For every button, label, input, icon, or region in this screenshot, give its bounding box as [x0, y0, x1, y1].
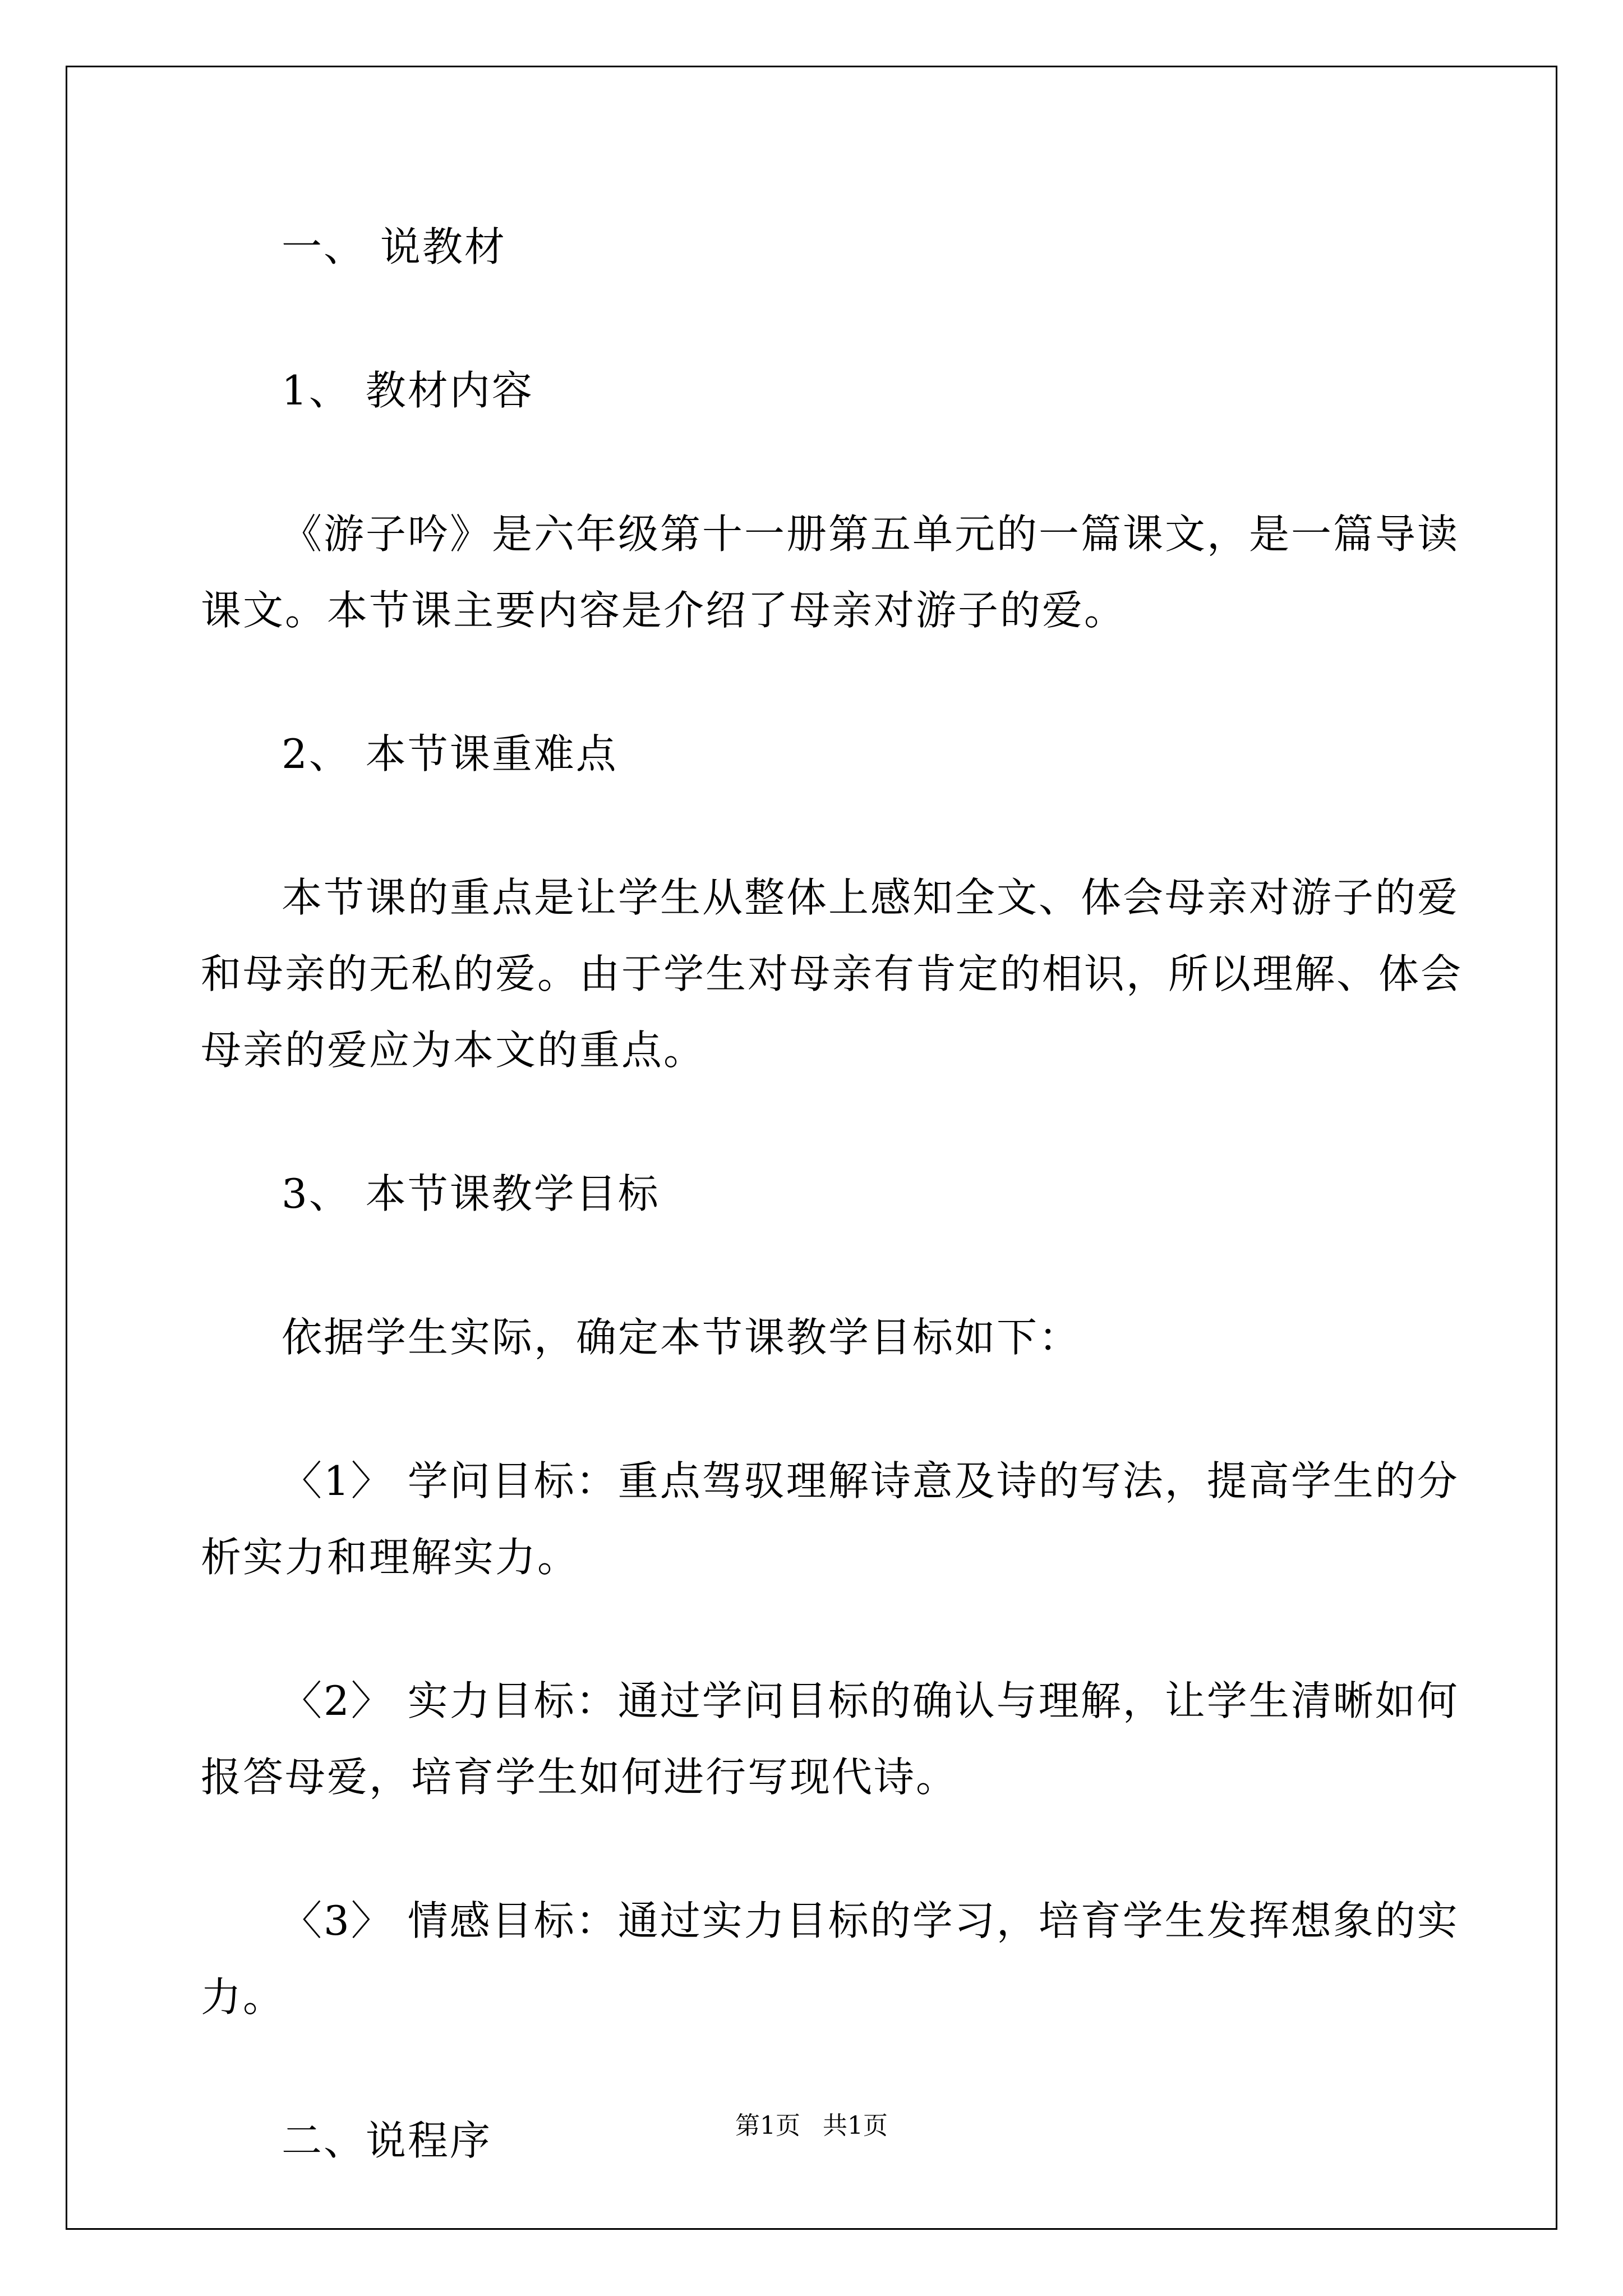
paragraph-1-line-1: 《游子吟》是六年级第十一册第五单元的一篇课文，是一篇导读 [282, 510, 1460, 558]
paragraph-1-line-2: 课文。本节课主要内容是介绍了母亲对游子的爱。 [201, 587, 1127, 634]
paragraph-2-line-1: 本节课的重点是让学生从整体上感知全文、体会母亲对游子的爱 [282, 874, 1460, 921]
subheading-2: 2、 本节课重难点 [282, 730, 618, 777]
paragraph-2-line-3: 母亲的爱应为本文的重点。 [201, 1027, 706, 1074]
subheading-3: 3、 本节课教学目标 [282, 1170, 660, 1217]
section-heading-1: 一、 说教材 [282, 223, 506, 270]
goal-1-line-2: 析实力和理解实力。 [201, 1534, 580, 1581]
goal-2-line-1: 〈2〉 实力目标：通过学问目标的确认与理解，让学生清晰如何 [282, 1677, 1459, 1724]
page-current: 第1页 [735, 2111, 800, 2140]
paragraph-2-line-2: 和母亲的无私的爱。由于学生对母亲有肯定的相识，所以理解、体会 [201, 950, 1463, 997]
goal-3-line-1: 〈3〉 情感目标：通过实力目标的学习，培育学生发挥想象的实 [282, 1897, 1459, 1944]
goal-3-line-2: 力。 [201, 1973, 285, 2021]
section-heading-2: 二、说程序 [282, 2117, 492, 2164]
goal-1-line-1: 〈1〉 学问目标：重点驾驭理解诗意及诗的写法，提高学生的分 [282, 1457, 1459, 1504]
subheading-1: 1、 教材内容 [282, 367, 534, 414]
page-total: 共1页 [823, 2111, 888, 2140]
document-body [201, 213, 1463, 2174]
paragraph-3: 依据学生实际，确定本节课教学目标如下： [282, 1314, 1081, 1361]
page-footer [0, 2109, 1623, 2143]
goal-2-line-2: 报答母爱，培育学生如何进行写现代诗。 [201, 1754, 958, 1801]
